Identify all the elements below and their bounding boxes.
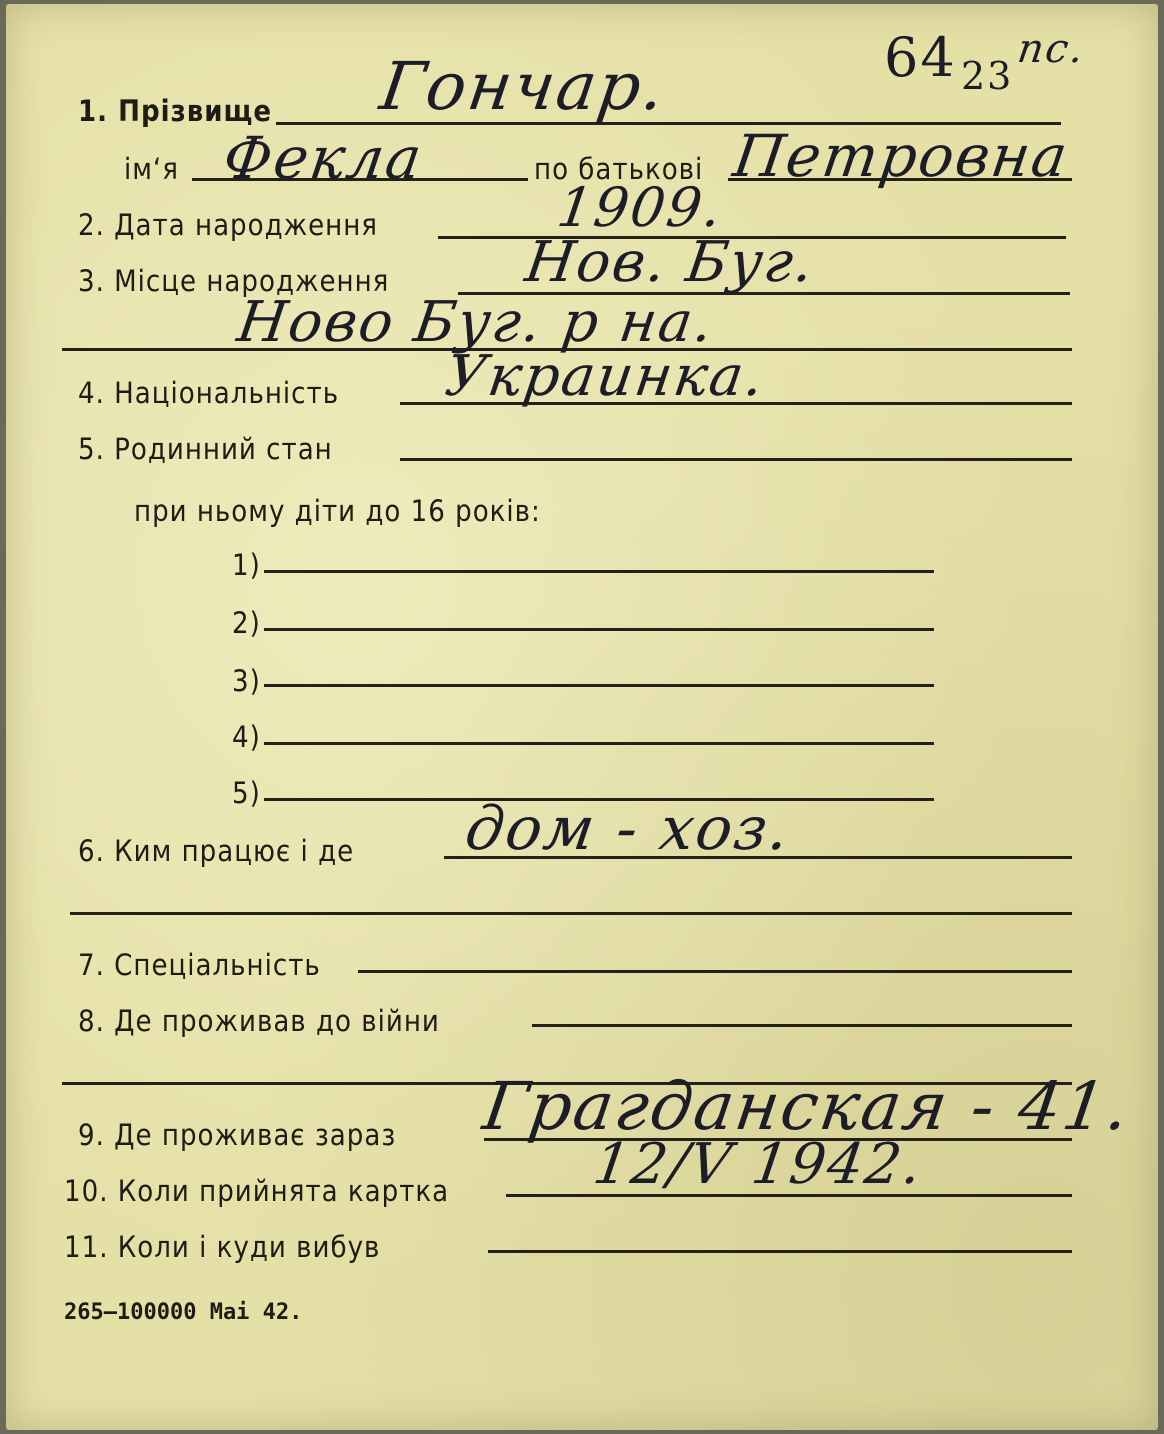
departure-label: 11. Коли і куди вибув [64, 1230, 381, 1264]
children-label: при ньому діти до 16 років: [134, 494, 541, 528]
corner-note: пс. [1014, 26, 1089, 72]
birth-place-handwriting-2: Ново Буг. р на. [233, 290, 719, 355]
children-2-line [264, 628, 934, 631]
card-date-label: 10. Коли прийнята картка [64, 1174, 450, 1208]
birth-date-label: 2. Дата народження [78, 208, 378, 242]
children-3-label: 3) [232, 664, 261, 698]
registration-card [6, 4, 1158, 1430]
surname-label: 1. Прізвище [78, 94, 273, 128]
card-date-handwriting: 12/V 1942. [589, 1132, 928, 1197]
prewar-residence-line [532, 1024, 1072, 1027]
children-5-label: 5) [232, 776, 261, 810]
children-4-label: 4) [232, 720, 261, 754]
patronymic-label: по батькові [534, 152, 704, 186]
surname-handwriting: Гончар. [375, 48, 671, 125]
current-residence-handwriting: Грагданская - 41. [478, 1068, 1136, 1145]
work-line-2 [70, 912, 1072, 915]
corner-number: 64 [884, 26, 957, 89]
first-name-label: ім‘я [124, 152, 179, 186]
print-code: 265–100000 Mai 42. [64, 1300, 303, 1325]
children-1-label: 1) [232, 548, 261, 582]
children-2-label: 2) [232, 606, 261, 640]
corner-number-small: 23 [961, 54, 1014, 98]
children-3-line [264, 684, 934, 687]
birth-place-label: 3. Місце народження [78, 264, 390, 298]
specialty-label: 7. Спеціальність [78, 948, 321, 982]
birth-place-handwriting-1: Нов. Буг. [521, 230, 820, 295]
specialty-line [358, 970, 1072, 973]
children-4-line [264, 742, 934, 745]
children-1-line [264, 570, 934, 573]
patronymic-handwriting: Петровна [729, 122, 1074, 190]
first-name-handwriting: Фекла [219, 124, 428, 192]
birth-date-handwriting: 1909. [553, 176, 728, 239]
marital-status-line [400, 458, 1072, 461]
work-handwriting: дом - хоз. [461, 794, 795, 864]
work-label: 6. Ким працює і де [78, 834, 355, 868]
nationality-handwriting: Украинка. [441, 344, 770, 409]
nationality-label: 4. Національність [78, 376, 340, 410]
prewar-residence-label: 8. Де проживав до війни [78, 1004, 440, 1038]
marital-status-label: 5. Родинний стан [78, 432, 333, 466]
departure-line [488, 1250, 1072, 1253]
current-residence-label: 9. Де проживає зараз [78, 1118, 397, 1152]
